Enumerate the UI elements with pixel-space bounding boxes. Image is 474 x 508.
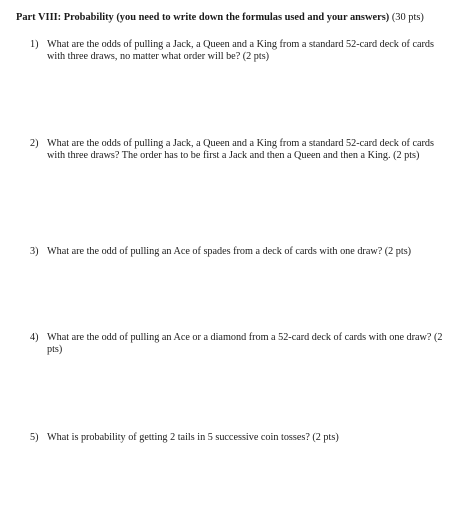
question-number: 1) [30, 39, 39, 50]
question-text: What are the odd of pulling an Ace or a diamond from a 52-card deck of cards with one draw? (2 pts) [47, 332, 443, 356]
question-item [30, 39, 450, 63]
question-number: 3) [30, 246, 39, 257]
section-title: Part VIII: Probability (you need to write down the formulas used and your answers) [16, 12, 390, 23]
question-item [30, 138, 450, 162]
section-heading [16, 11, 466, 24]
section-points: (30 pts) [389, 12, 424, 23]
question-number: 2) [30, 138, 39, 149]
question-item [30, 246, 450, 258]
question-number: 4) [30, 332, 39, 343]
question-number: 5) [30, 432, 39, 443]
question-item [30, 432, 450, 444]
question-text: What are the odd of pulling an Ace of spades from a deck of cards with one draw? (2 pts) [47, 246, 412, 257]
question-text: What is probability of getting 2 tails in 5 successive coin tosses? (2 pts) [47, 432, 339, 443]
question-item [30, 332, 450, 356]
question-text: What are the odds of pulling a Jack, a Queen and a King from a standard 52-card deck of cards with three draws? The order has to be first a Jack and then a Queen and then a King. (2 pts) [47, 138, 434, 162]
question-text: What are the odds of pulling a Jack, a Queen and a King from a standard 52-card deck of cards with three draws, no matter what order will be? (2 pts) [47, 39, 434, 63]
